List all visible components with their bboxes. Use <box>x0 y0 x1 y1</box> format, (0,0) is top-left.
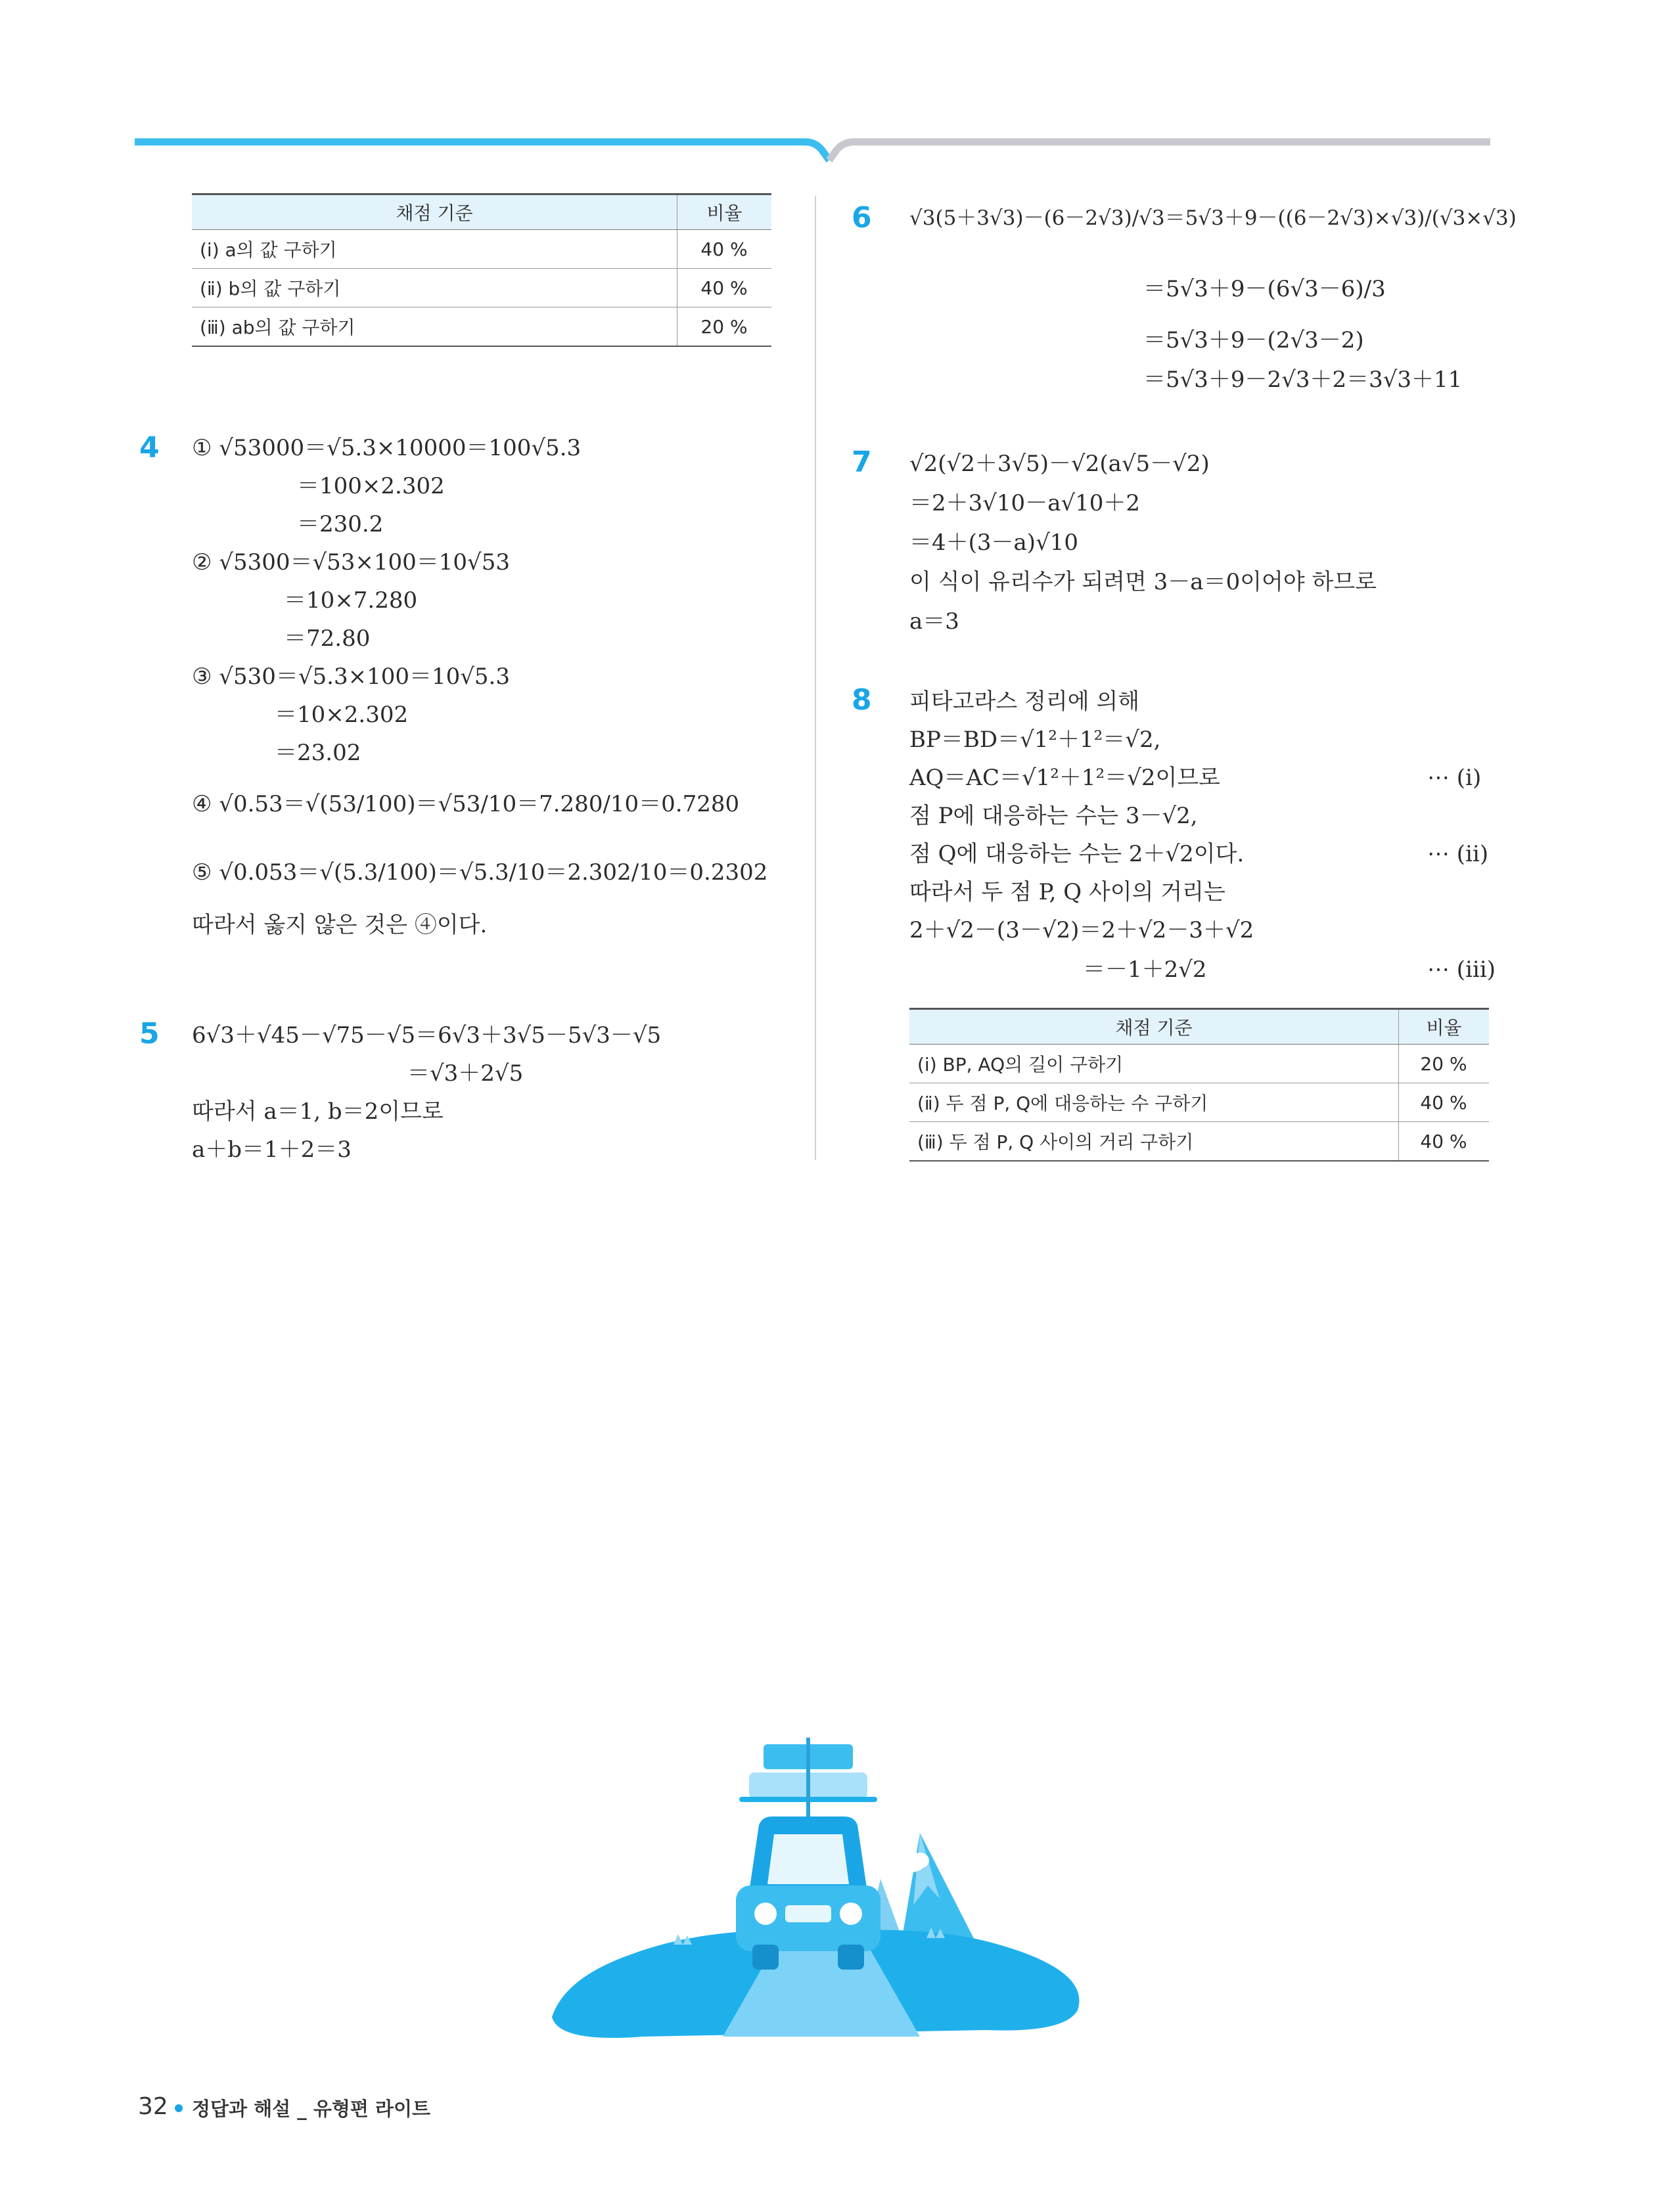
header-item: 채점 기준 <box>909 1009 1399 1045</box>
footer-title: 정답과 해설 _ 유형편 라이트 <box>192 2098 431 2120</box>
q7-line-4: 이 식이 유리수가 되려면 3－a＝0이어야 하므로 <box>909 569 1377 595</box>
q8-line-5: 점 Q에 대응하는 수는 2＋√2이다. <box>909 841 1245 867</box>
q4-line-10: ④ √0.53＝√(53/100)＝√53/10＝7.280/10＝0.7280 <box>192 791 740 817</box>
q6-line-2: ＝5√3＋9－(6√3－6)/3 <box>1143 276 1386 302</box>
criteria-table-1 <box>192 193 771 347</box>
table-header-row <box>909 1009 1489 1045</box>
criteria-ratio: 40 % <box>677 269 772 307</box>
q4-line-7: ③ √530＝√5.3×100＝10√5.3 <box>192 664 510 690</box>
q4-line-8: ＝10×2.302 <box>275 702 409 728</box>
q4-line-3: ＝230.2 <box>297 511 384 537</box>
car-illustration <box>526 1728 1117 2050</box>
q7-line-5: a＝3 <box>909 608 959 635</box>
q6-line-1: √3(5＋3√3)－(6－2√3)/√3＝5√3＋9－((6－2√3)×√3)/(√3×√3) <box>909 206 1517 230</box>
q8-line-8: ＝－1＋2√2 <box>1083 957 1207 983</box>
svg-text:+ +: + + <box>675 1897 710 1916</box>
column-divider <box>815 196 816 1160</box>
table-row <box>192 230 771 269</box>
q7-line-2: ＝2＋3√10－a√10＋2 <box>909 490 1141 516</box>
q4-line-2: ＝100×2.302 <box>297 473 445 499</box>
q6-line-3: ＝5√3＋9－(2√3－2) <box>1143 327 1364 353</box>
header-rule <box>0 0 1669 171</box>
q4-line-11: ⑤ √0.053＝√(5.3/100)＝√5.3/10＝2.302/10＝0.2302 <box>192 859 768 886</box>
q5-line-3: 따라서 a＝1, b＝2이므로 <box>192 1098 444 1125</box>
criteria-item: (ⅰ) a의 값 구하기 <box>192 230 677 269</box>
q4-line-6: ＝72.80 <box>284 625 371 652</box>
table-row <box>909 1122 1489 1162</box>
header-ratio: 비율 <box>1399 1009 1490 1045</box>
q8-line-1: 피타고라스 정리에 의해 <box>909 688 1140 715</box>
q8-line-6: 따라서 두 점 P, Q 사이의 거리는 <box>909 879 1225 905</box>
q7-line-1: √2(√2＋3√5)－√2(a√5－√2) <box>909 451 1210 477</box>
q8-line-4: 점 P에 대응하는 수는 3－√2, <box>909 803 1198 829</box>
criteria-item: (ⅱ) 두 점 P, Q에 대응하는 수 구하기 <box>909 1083 1399 1122</box>
q8-line-2: BP＝BD＝√1²＋1²＝√2, <box>909 727 1161 753</box>
criteria-ratio: 40 % <box>1399 1083 1490 1122</box>
question-number-4: 4 <box>139 431 160 464</box>
q8-marker-1: ⋯ (ⅰ) <box>1427 765 1482 791</box>
criteria-item: (ⅱ) b의 값 구하기 <box>192 269 677 307</box>
table-row <box>192 307 771 347</box>
criteria-item: (ⅰ) BP, AQ의 길이 구하기 <box>909 1045 1399 1083</box>
criteria-ratio: 40 % <box>677 230 772 269</box>
q5-line-4: a＋b＝1＋2＝3 <box>192 1137 352 1163</box>
table-row <box>909 1083 1489 1122</box>
q4-line-12: 따라서 옳지 않은 것은 ④이다. <box>192 912 488 938</box>
question-number-7: 7 <box>852 445 872 479</box>
question-number-6: 6 <box>852 201 872 235</box>
table-row <box>192 269 771 307</box>
criteria-table-2 <box>909 1008 1489 1162</box>
page-number: 32 <box>138 2093 168 2120</box>
criteria-item: (ⅲ) 두 점 P, Q 사이의 거리 구하기 <box>909 1122 1399 1162</box>
header-item: 채점 기준 <box>192 194 677 230</box>
q6-line-4: ＝5√3＋9－2√3＋2＝3√3＋11 <box>1143 367 1463 393</box>
table-row <box>909 1045 1489 1083</box>
q4-line-5: ＝10×7.280 <box>284 587 418 614</box>
criteria-item: (ⅲ) ab의 값 구하기 <box>192 307 677 347</box>
q8-marker-2: ⋯ (ⅱ) <box>1427 841 1489 867</box>
q4-line-1: ① √53000＝√5.3×10000＝100√5.3 <box>192 435 582 461</box>
q8-line-3: AQ＝AC＝√1²＋1²＝√2이므로 <box>909 765 1221 791</box>
header-ratio: 비율 <box>677 194 772 230</box>
criteria-ratio: 20 % <box>677 307 772 347</box>
q8-line-7: 2＋√2－(3－√2)＝2＋√2－3＋√2 <box>909 917 1254 943</box>
criteria-ratio: 40 % <box>1399 1122 1490 1162</box>
criteria-ratio: 20 % <box>1399 1045 1490 1083</box>
q5-line-2: ＝√3＋2√5 <box>407 1060 524 1087</box>
q4-line-9: ＝23.02 <box>275 740 361 766</box>
q5-line-1: 6√3＋√45－√75－√5＝6√3＋3√5－5√3－√5 <box>192 1022 662 1049</box>
q8-marker-3: ⋯ (ⅲ) <box>1427 957 1496 983</box>
question-number-8: 8 <box>852 683 872 717</box>
question-number-5: 5 <box>139 1017 160 1050</box>
svg-text:+: + <box>683 1913 698 1933</box>
table-header-row <box>192 194 771 230</box>
bullet-icon <box>175 2104 183 2112</box>
q7-line-3: ＝4＋(3－a)√10 <box>909 530 1078 556</box>
q4-line-4: ② √5300＝√53×100＝10√53 <box>192 549 510 576</box>
